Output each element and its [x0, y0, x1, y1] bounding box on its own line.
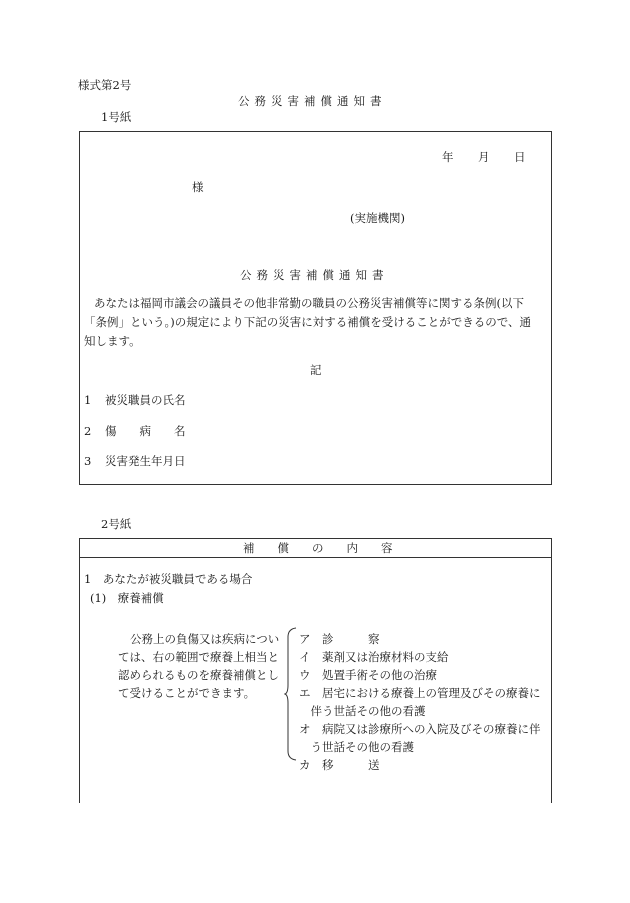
scope-item-e: エ 居宅における療養上の管理及びその療養に [299, 686, 541, 700]
item-1 [84, 395, 185, 407]
scope-item-e-cont: 伴う世話その他の看護 [299, 704, 426, 718]
form-number: 様式第2号 [78, 78, 132, 92]
item-3 [84, 456, 185, 468]
date-day: 日 [514, 150, 526, 164]
agency-label: (実施機関) [350, 211, 405, 225]
desc-line-1: 公務上の負傷又は疾病につい [130, 632, 280, 646]
body-line-2: 「条例」という。)の規定により下記の災害に対する補償を受けることができるので、通 [84, 315, 532, 329]
ki-label: 記 [310, 363, 322, 377]
item-label: 傷 病 名 [104, 424, 186, 438]
sheet1-box [79, 131, 552, 485]
compensation-title: 補 償 の 内 容 [243, 541, 393, 555]
sheet2-box [79, 538, 552, 803]
item-label: 被災職員の氏名 [104, 393, 186, 407]
body-line-1: あなたは福岡市議会の議員その他非常勤の職員の公務災害補償等に関する条例(以下 [94, 296, 524, 310]
sheet2-label: 2号紙 [101, 517, 132, 531]
item-number: 3 [84, 454, 92, 468]
scope-item-u: ウ 処置手術その他の治療 [299, 668, 437, 682]
left-brace-icon [284, 627, 298, 761]
scope-item-o-cont: う世話その他の看護 [299, 740, 414, 754]
subsection-medical: (1) 療養補償 [90, 591, 164, 605]
scope-item-ka: カ 移 送 [299, 758, 380, 772]
scope-item-o: オ 病院又は診療所への入院及びその療養に伴 [299, 722, 541, 736]
date-year: 年 [442, 150, 454, 164]
item-label: 災害発生年月日 [104, 454, 186, 468]
document-title: 公務災害補償通知書 [238, 94, 387, 108]
sheet1-label: 1号紙 [101, 110, 132, 124]
title-divider [80, 557, 551, 558]
date-month: 月 [478, 150, 490, 164]
item-number: 2 [84, 424, 92, 438]
body-line-3: 知します。 [84, 334, 141, 348]
section-1: 1 あなたが被災職員である場合 [84, 572, 253, 586]
notice-title: 公務災害補償通知書 [240, 268, 389, 282]
scope-item-i: イ 薬剤又は治療材料の支給 [299, 650, 449, 664]
item-2 [84, 426, 185, 438]
desc-line-3: 認められるものを療養補償とし [118, 668, 279, 682]
addressee-suffix: 様 [192, 180, 204, 194]
desc-line-2: ては、右の範囲で療養上相当と [118, 650, 279, 664]
item-number: 1 [84, 393, 92, 407]
scope-item-a: ア 診 察 [299, 632, 380, 646]
desc-line-4: て受けることができます。 [118, 686, 256, 700]
